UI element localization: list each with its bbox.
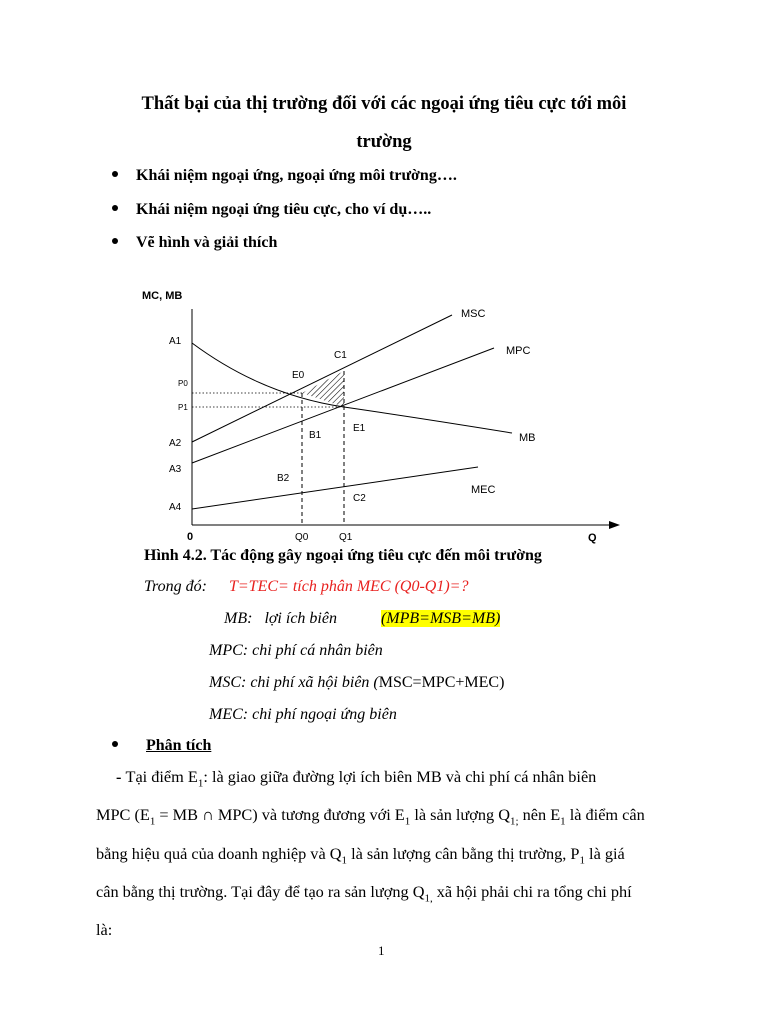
legend-intro-label: Trong đó: (144, 578, 207, 595)
legend-mb-equation: (MPB=MSB=MB) (380, 610, 501, 627)
analysis-line-5: là: (96, 920, 113, 939)
a4-label: A4 (169, 502, 182, 513)
mb-curve (192, 343, 512, 433)
legend-mec-line: MEC: chi phí ngoại ứng biên (209, 706, 397, 723)
x-axis-label: Q (588, 532, 597, 544)
mpc-label: MPC (506, 345, 531, 357)
legend-mb-label: MB: (224, 610, 253, 627)
analysis-heading-row (112, 737, 211, 755)
msc-label: MSC (461, 308, 486, 320)
bullet-text: Vẽ hình và giải thích (136, 234, 278, 251)
c1-label: C1 (334, 350, 347, 361)
e0-label: E0 (292, 370, 305, 381)
analysis-line-2: MPC ($E_1$ = MB ∩ MPC) và tương đương với $E_1$ là sản lượng $Q_{1;}$ nên $E_1$ là điểm cân (96, 805, 645, 828)
q1-label: Q1 (339, 532, 353, 543)
x-axis-arrow-icon (609, 521, 620, 529)
bullet-text: Khái niệm ngoại ứng, ngoại ứng môi trường…. (136, 167, 457, 184)
bullet-text: Khái niệm ngoại ứng tiêu cực, cho ví dụ….. (136, 201, 432, 218)
mec-label: MEC (471, 484, 496, 496)
y-axis-label: MC, MB (142, 290, 183, 302)
analysis-heading: Phân tích (146, 737, 212, 754)
analysis-paragraph (96, 761, 679, 946)
b2-label: B2 (277, 473, 290, 484)
legend-msc-formula: MSC=MPC+MEC) (378, 674, 505, 691)
legend-mb-desc: lợi ích biên (264, 610, 337, 627)
analysis-line-4: cân bằng thị trường. Tại đây để tạo ra sản lượng $Q_{1,}$ xã hội phải chi ra tổng chi phí (96, 881, 632, 904)
b1-label: B1 (309, 430, 322, 441)
legend-mpc-line: MPC: chi phí cá nhân biên (209, 642, 383, 659)
a3-label: A3 (169, 464, 182, 475)
mpc-curve (192, 348, 494, 463)
legend-msc-line (209, 674, 504, 692)
legend-intro-line (144, 578, 468, 596)
p1-label: P1 (178, 403, 188, 412)
mb-label: MB (519, 432, 536, 444)
origin-label: 0 (187, 531, 194, 543)
a1-label: A1 (169, 336, 182, 347)
e1-label: E1 (353, 423, 366, 434)
document-title-line-1: Thất bại của thị trường đối với các ngoại ứng tiêu cực tới môi (141, 94, 627, 114)
legend-mb-line (224, 610, 500, 628)
q0-label: Q0 (295, 532, 309, 543)
figure-caption: Hình 4.2. Tác động gây ngoại ứng tiêu cực đến môi trường (144, 547, 542, 564)
p0-label: P0 (178, 379, 188, 388)
mec-curve (192, 467, 478, 509)
legend-msc-italic: MSC: chi phí xã hội biên ( (209, 674, 379, 691)
a2-label: A2 (169, 438, 182, 449)
c2-label: C2 (353, 493, 366, 504)
analysis-line-1: - Tại điểm $E_1$: là giao giữa đường lợi ích biên MB và chi phí cá nhân biên (116, 767, 597, 790)
analysis-line-3: bằng hiệu quả của doanh nghiệp và $Q_1$ là sản lượng cân bằng thị trường, $P_1$ là giá (96, 843, 625, 866)
bullet-icon (112, 741, 118, 747)
page-number: 1 (378, 943, 385, 958)
deadweight-loss-area (302, 371, 344, 407)
document-title-line-2: trường (356, 132, 412, 152)
legend-t-formula: T=TEC= tích phân MEC (Q0-Q1)=? (228, 578, 469, 595)
